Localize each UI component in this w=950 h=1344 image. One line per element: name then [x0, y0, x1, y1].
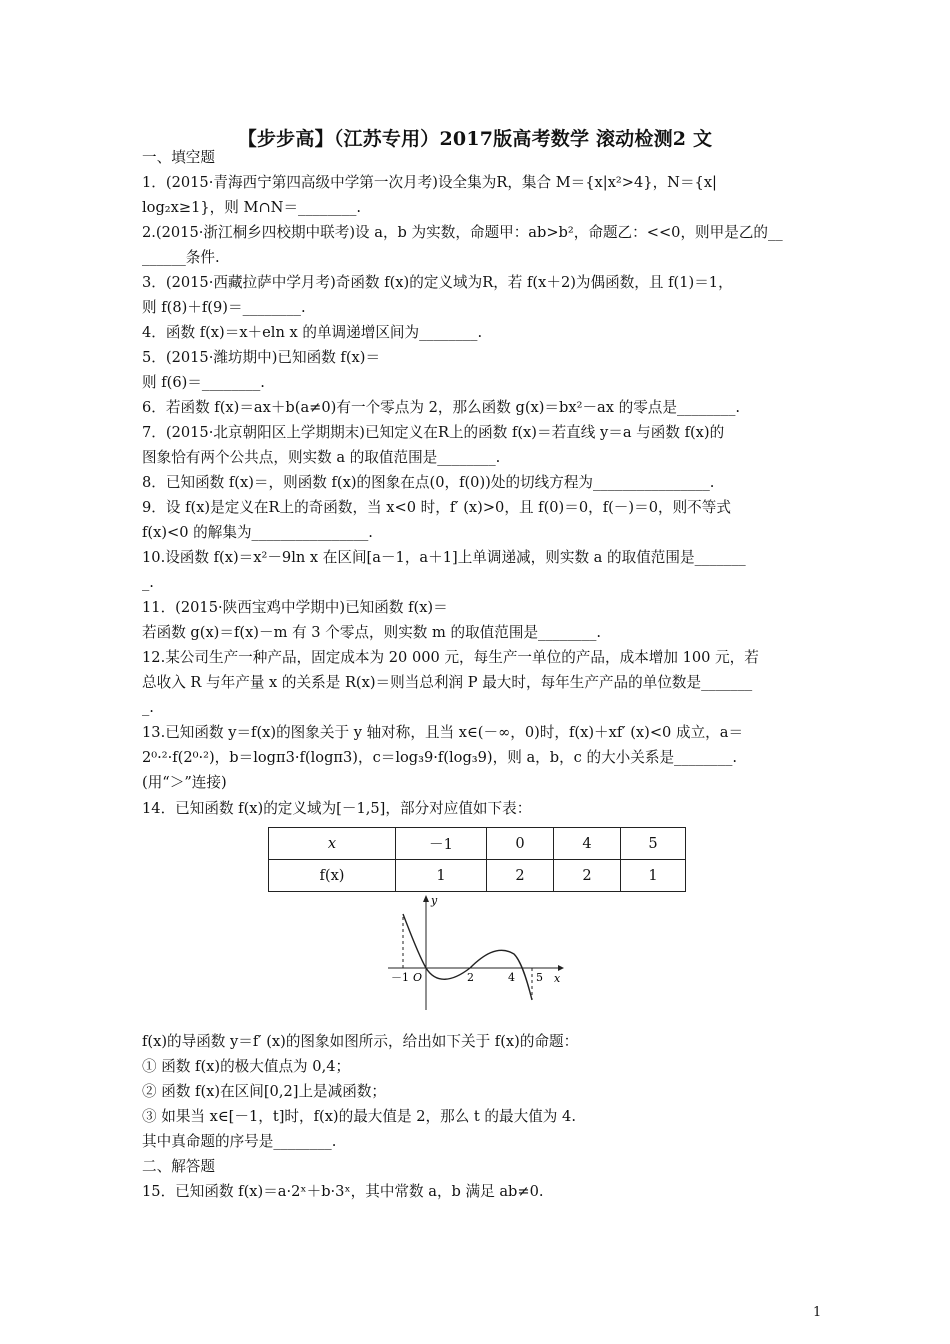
text-line: 其中真命题的序号是________. — [142, 1133, 337, 1150]
text-line: ① 函数 f(x)的极大值点为 0,4； — [142, 1058, 351, 1075]
text-line: 2.(2015·浙江桐乡四校期中联考)设 a，b 为实数，命题甲：ab>b²，命题乙：<<0，则甲是乙的__ — [142, 224, 783, 241]
table-cell: 0 — [487, 828, 554, 860]
tick-label: 4 — [508, 971, 515, 984]
y-axis-arrow-icon — [423, 895, 429, 902]
tick-label: 2 — [467, 971, 474, 984]
x-axis-arrow-icon — [558, 965, 564, 971]
derivative-curve — [403, 914, 532, 1000]
text-line: 13.已知函数 y＝f(x)的图象关于 y 轴对称，且当 x∈(－∞，0)时，f(x)＋xf′ (x)<0 成立，a＝ — [142, 724, 744, 741]
value-table — [268, 827, 686, 892]
text-line: 11．(2015·陕西宝鸡中学期中)已知函数 f(x)＝ — [142, 599, 448, 616]
text-line: 4．函数 f(x)＝x＋eln x 的单调递增区间为________. — [142, 324, 483, 341]
text-line: 15．已知函数 f(x)＝a·2ˣ＋b·3ˣ，其中常数 a，b 满足 ab≠0. — [142, 1183, 544, 1200]
table-cell: 1 — [621, 860, 686, 892]
derivative-graph — [378, 892, 568, 1017]
text-line: 2⁰·²·f(2⁰·²)，b＝logπ3·f(logπ3)，c＝log₃9·f(log₃9)，则 a，b，c 的大小关系是________. — [142, 749, 738, 766]
table-cell: x — [269, 828, 396, 860]
text-line: 总收入 R 与年产量 x 的关系是 R(x)＝则当总利润 P 最大时，每年生产产品的单位数是_______ — [142, 674, 753, 691]
text-line: 则 f(8)＋f(9)＝________. — [142, 299, 306, 316]
y-axis-label: y — [431, 894, 438, 907]
text-line: 1．(2015·青海西宁第四高级中学第一次月考)设全集为R，集合 M＝{x|x²>4}，N＝{x| — [142, 174, 717, 191]
section-heading-fill-in: 一、填空题 — [142, 149, 215, 166]
table-cell: 1 — [396, 860, 487, 892]
text-line: 14．已知函数 f(x)的定义域为[－1,5]，部分对应值如下表： — [142, 800, 532, 817]
tick-label: －1 — [391, 971, 409, 984]
text-line: log₂x≥1}，则 M∩N＝________. — [142, 199, 362, 216]
text-line: (用“＞”连接) — [142, 774, 227, 791]
table-cell: 5 — [621, 828, 686, 860]
page-number: 1 — [813, 1305, 822, 1320]
table-cell: 2 — [554, 860, 621, 892]
section-heading-answer: 二、解答题 — [142, 1158, 215, 1175]
table-cell: 4 — [554, 828, 621, 860]
text-line: 5．(2015·潍坊期中)已知函数 f(x)＝ — [142, 349, 381, 366]
text-line: 10.设函数 f(x)＝x²－9ln x 在区间[a－1，a＋1]上单调递减，则实数 a 的取值范围是_______ — [142, 549, 746, 566]
text-line: _. — [142, 699, 154, 716]
text-line: ③ 如果当 x∈[－1，t]时，f(x)的最大值是 2，那么 t 的最大值为 4. — [142, 1108, 576, 1125]
x-axis-label: x — [554, 972, 561, 985]
text-line: _. — [142, 574, 154, 591]
origin-label: O — [413, 971, 423, 984]
text-line: f(x)<0 的解集为________________. — [142, 524, 373, 541]
text-line: 则 f(6)＝________. — [142, 374, 265, 391]
document-title: 【步步高】（江苏专用）2017版高考数学 滚动检测2 文 — [237, 128, 713, 150]
text-line: 3．(2015·西藏拉萨中学月考)奇函数 f(x)的定义域为R，若 f(x＋2)为偶函数，且 f(1)＝1， — [142, 274, 733, 291]
text-line: ______条件. — [142, 249, 220, 266]
text-line: 6．若函数 f(x)＝ax＋b(a≠0)有一个零点为 2，那么函数 g(x)＝bx²－ax 的零点是________. — [142, 399, 741, 416]
text-line: 7．(2015·北京朝阳区上学期期末)已知定义在R上的函数 f(x)＝若直线 y＝a 与函数 f(x)的 — [142, 424, 725, 441]
table-row — [269, 828, 686, 860]
text-line: 9．设 f(x)是定义在R上的奇函数，当 x<0 时，f′ (x)>0，且 f(0)＝0，f(－)＝0，则不等式 — [142, 499, 731, 516]
text-line: 8．已知函数 f(x)＝，则函数 f(x)的图象在点(0，f(0))处的切线方程为________________. — [142, 474, 715, 491]
text-line: 若函数 g(x)＝f(x)－m 有 3 个零点，则实数 m 的取值范围是________. — [142, 624, 602, 641]
text-line: 12.某公司生产一种产品，固定成本为 20 000 元，每生产一单位的产品，成本增加 100 元，若 — [142, 649, 759, 666]
table-cell: 2 — [487, 860, 554, 892]
tick-label: 5 — [536, 971, 543, 984]
text-line: 图象恰有两个公共点，则实数 a 的取值范围是________. — [142, 449, 501, 466]
text-line: f(x)的导函数 y＝f′ (x)的图象如图所示，给出如下关于 f(x)的命题： — [142, 1033, 579, 1050]
table-cell: f(x) — [269, 860, 396, 892]
table-row — [269, 860, 686, 892]
table-cell: －1 — [396, 828, 487, 860]
text-line: ② 函数 f(x)在区间[0,2]上是减函数； — [142, 1083, 387, 1100]
